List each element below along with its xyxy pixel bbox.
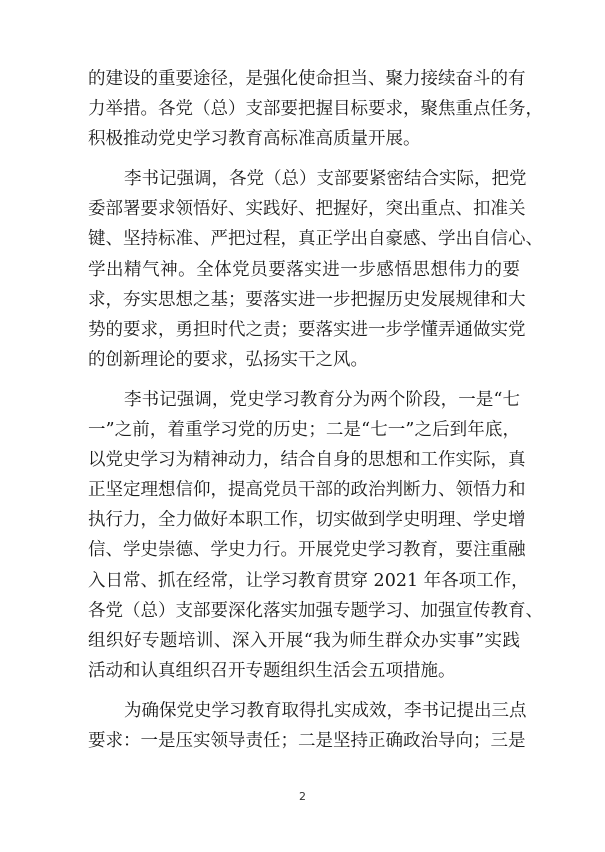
text-line: 执行力，全力做好本职工作，切实做到学史明理、学史增 [88, 510, 526, 531]
text-line: 要求：一是压实领导责任；二是坚持正确政治导向；三是 [88, 730, 526, 751]
text-line: 键、坚持标准、严把过程，真正学出自豪感、学出自信心、 [88, 229, 543, 250]
text-line: 李书记强调，党史学习教育分为两个阶段，一是“七 [124, 389, 520, 410]
page-number: 2 [299, 790, 306, 803]
paragraph [88, 696, 527, 756]
text-line: 以党史学习为精神动力，结合自身的思想和工作实际，真 [88, 450, 526, 471]
text-line: 的建设的重要途径，是强化使命担当、聚力接续奋斗的有 [88, 69, 526, 89]
text-line: 一”之前，着重学习党的历史；二是“七一”之后到年底， [88, 420, 520, 441]
text-line: 积极推动党史学习教育高标准高质量开展。 [88, 129, 421, 150]
paragraph-gap [88, 686, 520, 696]
paragraph-gap [88, 154, 520, 164]
text-line: 学出精气神。全体党员要落实进一步感悟思想伟力的要 [88, 259, 520, 280]
text-line: 正坚定理想信仰，提高党员干部的政治判断力、领悟力和 [88, 480, 526, 501]
paragraph [88, 164, 543, 375]
text-line: 委部署要求领悟好、实践好、把握好，突出重点、扣准关 [88, 199, 526, 220]
text-line: 组织好专题培训、深入开展“我为师生群众办实事”实践 [88, 630, 520, 651]
text-line: 求，夯实思想之基；要落实进一步把握历史发展规律和大 [88, 289, 526, 310]
text-line: 为确保党史学习教育取得扎实成效，李书记提出三点 [124, 700, 527, 721]
text-line: 的创新理论的要求，弘扬实干之风。 [88, 349, 368, 370]
text-line: 势的要求，勇担时代之责；要落实进一步学懂弄通做实党 [88, 319, 526, 340]
text-line: 各党（总）支部要深化落实加强专题学习、加强宣传教育、 [88, 600, 543, 621]
text-line: 力举措。各党（总）支部要把握目标要求，聚焦重点任务， [88, 99, 543, 120]
text-line: 李书记强调，各党（总）支部要紧密结合实际，把党 [124, 169, 527, 190]
text-line: 活动和认真组织召开专题组织生活会五项措施。 [88, 660, 456, 681]
text-line: 信、学史崇德、学史力行。开展党史学习教育，要注重融 [88, 540, 526, 561]
paragraph-gap [88, 375, 520, 385]
text-line: 入日常、抓在经常，让学习教育贯穿 2021 年各项工作， [88, 570, 529, 591]
paragraph [88, 385, 543, 686]
body-text [88, 64, 543, 756]
paragraph [88, 64, 543, 154]
